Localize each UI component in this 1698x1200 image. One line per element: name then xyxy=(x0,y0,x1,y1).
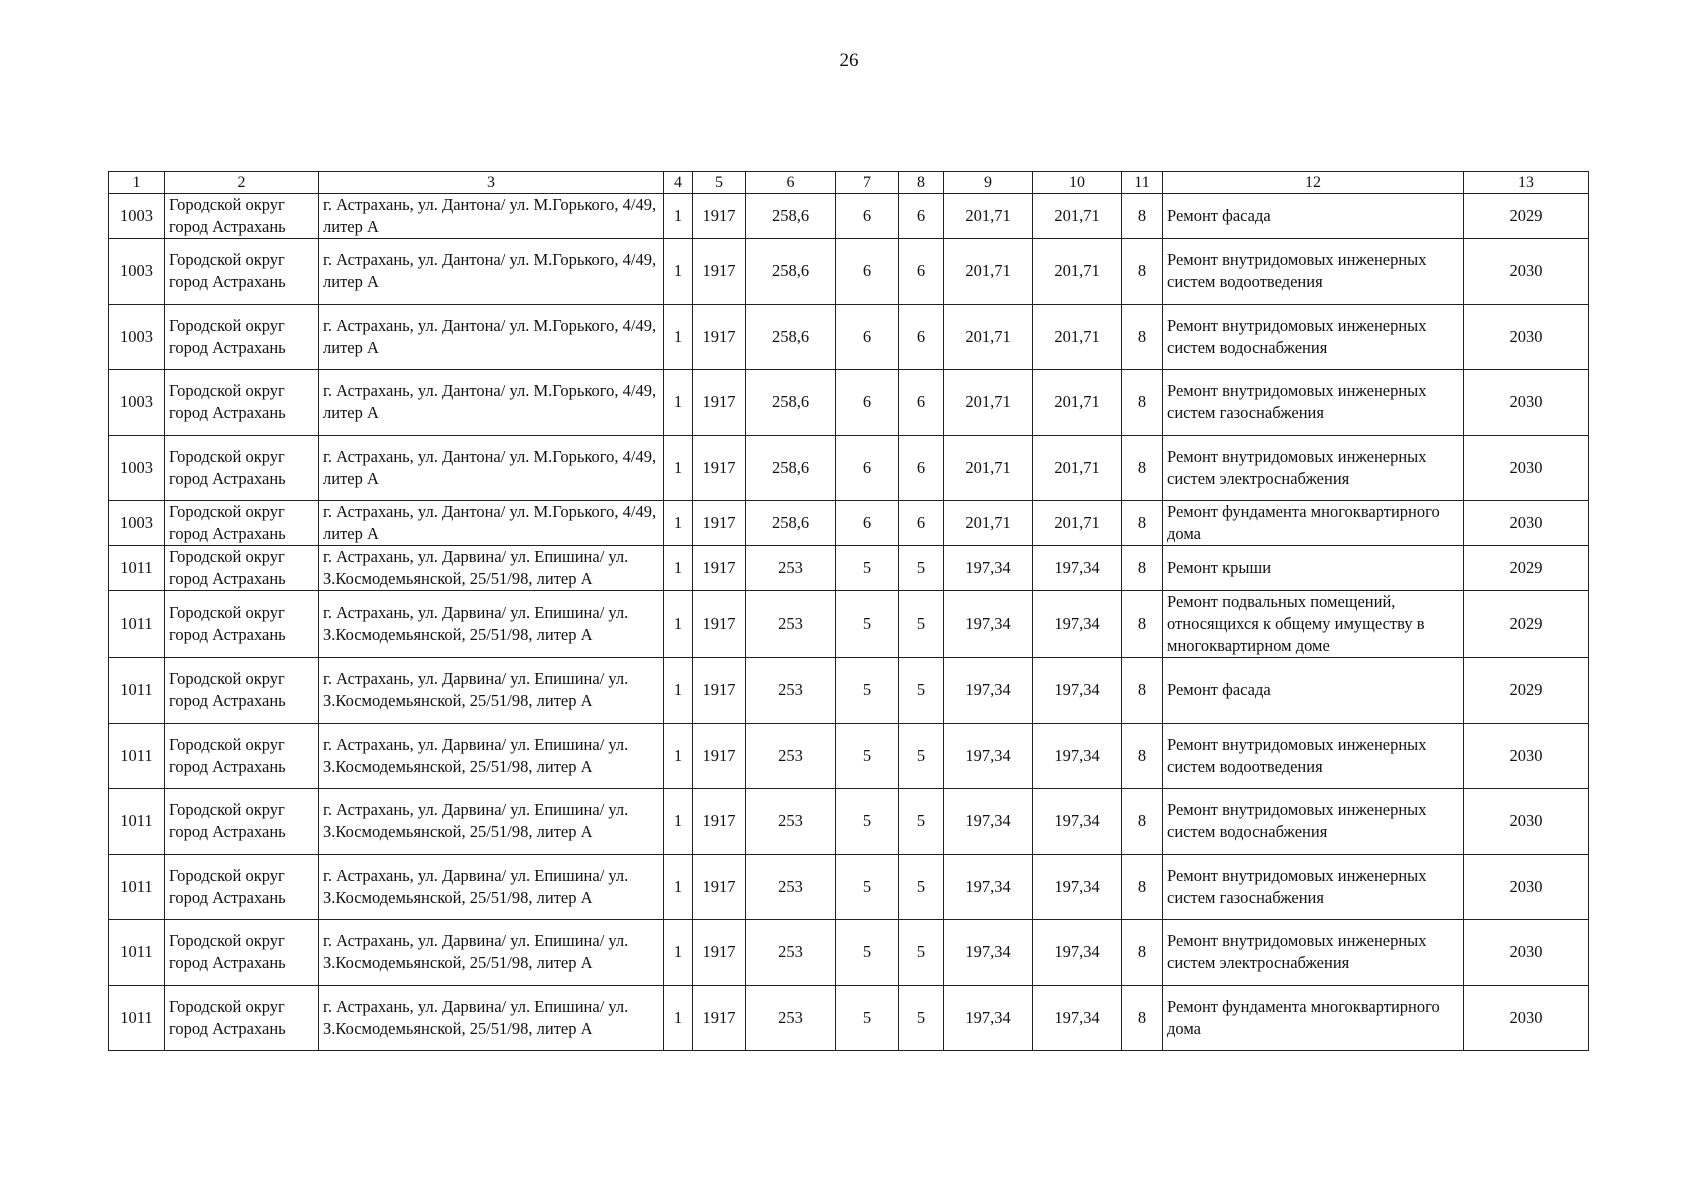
object-number-cell: 1003 xyxy=(109,304,165,370)
work-type-cell: Ремонт фасада xyxy=(1163,658,1464,724)
living-area-cell: 201,71 xyxy=(944,435,1033,501)
living-apartments-cell: 6 xyxy=(899,501,944,546)
planned-year-cell: 2029 xyxy=(1464,546,1589,591)
floors-cell: 8 xyxy=(1122,239,1163,305)
floors-cell: 8 xyxy=(1122,591,1163,658)
object-number-cell: 1003 xyxy=(109,194,165,239)
living-area-cell: 197,34 xyxy=(944,658,1033,724)
count-cell: 1 xyxy=(664,658,693,724)
living-area-cell: 197,34 xyxy=(944,723,1033,789)
count-cell: 1 xyxy=(664,194,693,239)
apartments-count-cell: 5 xyxy=(836,854,899,920)
residential-area-cell: 201,71 xyxy=(1033,501,1122,546)
year-built-cell: 1917 xyxy=(693,854,746,920)
residential-area-cell: 201,71 xyxy=(1033,304,1122,370)
apartments-count-cell: 6 xyxy=(836,370,899,436)
year-built-cell: 1917 xyxy=(693,658,746,724)
object-number-cell: 1011 xyxy=(109,789,165,855)
municipality-cell: Городской округ город Астрахань xyxy=(165,723,319,789)
living-area-cell: 201,71 xyxy=(944,370,1033,436)
living-area-cell: 197,34 xyxy=(944,591,1033,658)
address-cell: г. Астрахань, ул. Дантона/ ул. М.Горького, 4/49, литер А xyxy=(319,304,664,370)
living-apartments-cell: 6 xyxy=(899,304,944,370)
address-cell: г. Астрахань, ул. Дарвина/ ул. Епишина/ ул. З.Космодемьянской, 25/51/98, литер А xyxy=(319,546,664,591)
total-area-cell: 258,6 xyxy=(746,370,836,436)
floors-cell: 8 xyxy=(1122,370,1163,436)
municipality-cell: Городской округ город Астрахань xyxy=(165,789,319,855)
header-cell: 10 xyxy=(1033,172,1122,194)
planned-year-cell: 2030 xyxy=(1464,920,1589,986)
capital-repair-table xyxy=(108,171,1589,1051)
header-cell: 7 xyxy=(836,172,899,194)
residential-area-cell: 197,34 xyxy=(1033,658,1122,724)
floors-cell: 8 xyxy=(1122,789,1163,855)
planned-year-cell: 2030 xyxy=(1464,854,1589,920)
total-area-cell: 253 xyxy=(746,789,836,855)
living-apartments-cell: 5 xyxy=(899,920,944,986)
living-apartments-cell: 5 xyxy=(899,723,944,789)
living-apartments-cell: 6 xyxy=(899,239,944,305)
year-built-cell: 1917 xyxy=(693,985,746,1051)
object-number-cell: 1011 xyxy=(109,591,165,658)
apartments-count-cell: 5 xyxy=(836,985,899,1051)
living-area-cell: 197,34 xyxy=(944,546,1033,591)
living-apartments-cell: 5 xyxy=(899,854,944,920)
year-built-cell: 1917 xyxy=(693,723,746,789)
residential-area-cell: 201,71 xyxy=(1033,435,1122,501)
living-area-cell: 201,71 xyxy=(944,239,1033,305)
table-row xyxy=(109,920,1589,986)
living-area-cell: 197,34 xyxy=(944,920,1033,986)
address-cell: г. Астрахань, ул. Дарвина/ ул. Епишина/ ул. З.Космодемьянской, 25/51/98, литер А xyxy=(319,854,664,920)
address-cell: г. Астрахань, ул. Дарвина/ ул. Епишина/ ул. З.Космодемьянской, 25/51/98, литер А xyxy=(319,591,664,658)
object-number-cell: 1003 xyxy=(109,435,165,501)
floors-cell: 8 xyxy=(1122,854,1163,920)
residential-area-cell: 201,71 xyxy=(1033,370,1122,436)
year-built-cell: 1917 xyxy=(693,501,746,546)
year-built-cell: 1917 xyxy=(693,546,746,591)
table-row xyxy=(109,304,1589,370)
municipality-cell: Городской округ город Астрахань xyxy=(165,194,319,239)
table-row xyxy=(109,789,1589,855)
table-row xyxy=(109,194,1589,239)
address-cell: г. Астрахань, ул. Дантона/ ул. М.Горького, 4/49, литер А xyxy=(319,370,664,436)
municipality-cell: Городской округ город Астрахань xyxy=(165,239,319,305)
work-type-cell: Ремонт фундамента многоквартирного дома xyxy=(1163,985,1464,1051)
apartments-count-cell: 6 xyxy=(836,501,899,546)
residential-area-cell: 197,34 xyxy=(1033,854,1122,920)
address-cell: г. Астрахань, ул. Дарвина/ ул. Епишина/ ул. З.Космодемьянской, 25/51/98, литер А xyxy=(319,789,664,855)
year-built-cell: 1917 xyxy=(693,304,746,370)
object-number-cell: 1011 xyxy=(109,854,165,920)
work-type-cell: Ремонт внутридомовых инженерных систем водоотведения xyxy=(1163,239,1464,305)
floors-cell: 8 xyxy=(1122,194,1163,239)
apartments-count-cell: 5 xyxy=(836,658,899,724)
object-number-cell: 1003 xyxy=(109,501,165,546)
municipality-cell: Городской округ город Астрахань xyxy=(165,501,319,546)
year-built-cell: 1917 xyxy=(693,194,746,239)
header-cell: 11 xyxy=(1122,172,1163,194)
count-cell: 1 xyxy=(664,501,693,546)
apartments-count-cell: 5 xyxy=(836,591,899,658)
work-type-cell: Ремонт внутридомовых инженерных систем газоснабжения xyxy=(1163,370,1464,436)
residential-area-cell: 197,34 xyxy=(1033,723,1122,789)
residential-area-cell: 197,34 xyxy=(1033,985,1122,1051)
count-cell: 1 xyxy=(664,985,693,1051)
table-row xyxy=(109,370,1589,436)
work-type-cell: Ремонт внутридомовых инженерных систем водоотведения xyxy=(1163,723,1464,789)
municipality-cell: Городской округ город Астрахань xyxy=(165,658,319,724)
count-cell: 1 xyxy=(664,591,693,658)
residential-area-cell: 201,71 xyxy=(1033,239,1122,305)
work-type-cell: Ремонт крыши xyxy=(1163,546,1464,591)
total-area-cell: 258,6 xyxy=(746,194,836,239)
count-cell: 1 xyxy=(664,854,693,920)
total-area-cell: 258,6 xyxy=(746,304,836,370)
living-apartments-cell: 5 xyxy=(899,546,944,591)
year-built-cell: 1917 xyxy=(693,370,746,436)
living-apartments-cell: 5 xyxy=(899,591,944,658)
living-area-cell: 197,34 xyxy=(944,854,1033,920)
total-area-cell: 253 xyxy=(746,985,836,1051)
residential-area-cell: 197,34 xyxy=(1033,920,1122,986)
floors-cell: 8 xyxy=(1122,304,1163,370)
living-apartments-cell: 6 xyxy=(899,435,944,501)
object-number-cell: 1011 xyxy=(109,658,165,724)
living-apartments-cell: 5 xyxy=(899,658,944,724)
total-area-cell: 253 xyxy=(746,854,836,920)
table-row xyxy=(109,239,1589,305)
planned-year-cell: 2030 xyxy=(1464,239,1589,305)
count-cell: 1 xyxy=(664,304,693,370)
object-number-cell: 1011 xyxy=(109,546,165,591)
address-cell: г. Астрахань, ул. Дарвина/ ул. Епишина/ ул. З.Космодемьянской, 25/51/98, литер А xyxy=(319,920,664,986)
floors-cell: 8 xyxy=(1122,546,1163,591)
address-cell: г. Астрахань, ул. Дарвина/ ул. Епишина/ ул. З.Космодемьянской, 25/51/98, литер А xyxy=(319,658,664,724)
address-cell: г. Астрахань, ул. Дантона/ ул. М.Горького, 4/49, литер А xyxy=(319,239,664,305)
count-cell: 1 xyxy=(664,789,693,855)
year-built-cell: 1917 xyxy=(693,789,746,855)
apartments-count-cell: 5 xyxy=(836,789,899,855)
count-cell: 1 xyxy=(664,920,693,986)
municipality-cell: Городской округ город Астрахань xyxy=(165,546,319,591)
living-area-cell: 201,71 xyxy=(944,501,1033,546)
planned-year-cell: 2030 xyxy=(1464,304,1589,370)
planned-year-cell: 2029 xyxy=(1464,194,1589,239)
table-row xyxy=(109,723,1589,789)
apartments-count-cell: 6 xyxy=(836,194,899,239)
apartments-count-cell: 6 xyxy=(836,435,899,501)
total-area-cell: 258,6 xyxy=(746,435,836,501)
work-type-cell: Ремонт внутридомовых инженерных систем водоснабжения xyxy=(1163,789,1464,855)
address-cell: г. Астрахань, ул. Дантона/ ул. М.Горького, 4/49, литер А xyxy=(319,194,664,239)
floors-cell: 8 xyxy=(1122,435,1163,501)
work-type-cell: Ремонт внутридомовых инженерных систем электроснабжения xyxy=(1163,435,1464,501)
work-type-cell: Ремонт подвальных помещений, относящихся к общему имуществу в многоквартирном доме xyxy=(1163,591,1464,658)
apartments-count-cell: 5 xyxy=(836,920,899,986)
residential-area-cell: 201,71 xyxy=(1033,194,1122,239)
work-type-cell: Ремонт внутридомовых инженерных систем газоснабжения xyxy=(1163,854,1464,920)
table-row xyxy=(109,985,1589,1051)
count-cell: 1 xyxy=(664,723,693,789)
planned-year-cell: 2030 xyxy=(1464,789,1589,855)
total-area-cell: 253 xyxy=(746,723,836,789)
planned-year-cell: 2030 xyxy=(1464,985,1589,1051)
year-built-cell: 1917 xyxy=(693,435,746,501)
table-row xyxy=(109,501,1589,546)
year-built-cell: 1917 xyxy=(693,591,746,658)
count-cell: 1 xyxy=(664,239,693,305)
total-area-cell: 253 xyxy=(746,591,836,658)
municipality-cell: Городской округ город Астрахань xyxy=(165,985,319,1051)
planned-year-cell: 2030 xyxy=(1464,370,1589,436)
municipality-cell: Городской округ город Астрахань xyxy=(165,591,319,658)
address-cell: г. Астрахань, ул. Дарвина/ ул. Епишина/ ул. З.Космодемьянской, 25/51/98, литер А xyxy=(319,723,664,789)
municipality-cell: Городской округ город Астрахань xyxy=(165,920,319,986)
header-cell: 13 xyxy=(1464,172,1589,194)
object-number-cell: 1003 xyxy=(109,370,165,436)
work-type-cell: Ремонт внутридомовых инженерных систем водоснабжения xyxy=(1163,304,1464,370)
living-area-cell: 201,71 xyxy=(944,194,1033,239)
residential-area-cell: 197,34 xyxy=(1033,789,1122,855)
header-row xyxy=(109,172,1589,194)
living-apartments-cell: 5 xyxy=(899,985,944,1051)
living-apartments-cell: 6 xyxy=(899,194,944,239)
total-area-cell: 253 xyxy=(746,658,836,724)
address-cell: г. Астрахань, ул. Дарвина/ ул. Епишина/ ул. З.Космодемьянской, 25/51/98, литер А xyxy=(319,985,664,1051)
apartments-count-cell: 5 xyxy=(836,723,899,789)
apartments-count-cell: 6 xyxy=(836,304,899,370)
living-area-cell: 201,71 xyxy=(944,304,1033,370)
floors-cell: 8 xyxy=(1122,501,1163,546)
count-cell: 1 xyxy=(664,435,693,501)
object-number-cell: 1011 xyxy=(109,723,165,789)
table-row xyxy=(109,591,1589,658)
planned-year-cell: 2030 xyxy=(1464,435,1589,501)
planned-year-cell: 2029 xyxy=(1464,591,1589,658)
living-area-cell: 197,34 xyxy=(944,985,1033,1051)
apartments-count-cell: 6 xyxy=(836,239,899,305)
address-cell: г. Астрахань, ул. Дантона/ ул. М.Горького, 4/49, литер А xyxy=(319,501,664,546)
object-number-cell: 1003 xyxy=(109,239,165,305)
count-cell: 1 xyxy=(664,546,693,591)
address-cell: г. Астрахань, ул. Дантона/ ул. М.Горького, 4/49, литер А xyxy=(319,435,664,501)
work-type-cell: Ремонт внутридомовых инженерных систем электроснабжения xyxy=(1163,920,1464,986)
header-cell: 3 xyxy=(319,172,664,194)
year-built-cell: 1917 xyxy=(693,920,746,986)
header-cell: 5 xyxy=(693,172,746,194)
table-row xyxy=(109,854,1589,920)
total-area-cell: 258,6 xyxy=(746,239,836,305)
object-number-cell: 1011 xyxy=(109,920,165,986)
header-cell: 6 xyxy=(746,172,836,194)
header-cell: 4 xyxy=(664,172,693,194)
municipality-cell: Городской округ город Астрахань xyxy=(165,435,319,501)
floors-cell: 8 xyxy=(1122,985,1163,1051)
header-cell: 12 xyxy=(1163,172,1464,194)
residential-area-cell: 197,34 xyxy=(1033,591,1122,658)
living-apartments-cell: 6 xyxy=(899,370,944,436)
total-area-cell: 258,6 xyxy=(746,501,836,546)
year-built-cell: 1917 xyxy=(693,239,746,305)
living-area-cell: 197,34 xyxy=(944,789,1033,855)
header-cell: 9 xyxy=(944,172,1033,194)
floors-cell: 8 xyxy=(1122,920,1163,986)
header-cell: 2 xyxy=(165,172,319,194)
total-area-cell: 253 xyxy=(746,546,836,591)
total-area-cell: 253 xyxy=(746,920,836,986)
floors-cell: 8 xyxy=(1122,658,1163,724)
table-row xyxy=(109,435,1589,501)
apartments-count-cell: 5 xyxy=(836,546,899,591)
page-number: 26 xyxy=(839,50,859,71)
header-cell: 1 xyxy=(109,172,165,194)
planned-year-cell: 2030 xyxy=(1464,723,1589,789)
work-type-cell: Ремонт фасада xyxy=(1163,194,1464,239)
work-type-cell: Ремонт фундамента многоквартирного дома xyxy=(1163,501,1464,546)
table-row xyxy=(109,546,1589,591)
planned-year-cell: 2029 xyxy=(1464,658,1589,724)
municipality-cell: Городской округ город Астрахань xyxy=(165,304,319,370)
header-cell: 8 xyxy=(899,172,944,194)
object-number-cell: 1011 xyxy=(109,985,165,1051)
municipality-cell: Городской округ город Астрахань xyxy=(165,854,319,920)
living-apartments-cell: 5 xyxy=(899,789,944,855)
table-row xyxy=(109,658,1589,724)
municipality-cell: Городской округ город Астрахань xyxy=(165,370,319,436)
count-cell: 1 xyxy=(664,370,693,436)
floors-cell: 8 xyxy=(1122,723,1163,789)
residential-area-cell: 197,34 xyxy=(1033,546,1122,591)
planned-year-cell: 2030 xyxy=(1464,501,1589,546)
